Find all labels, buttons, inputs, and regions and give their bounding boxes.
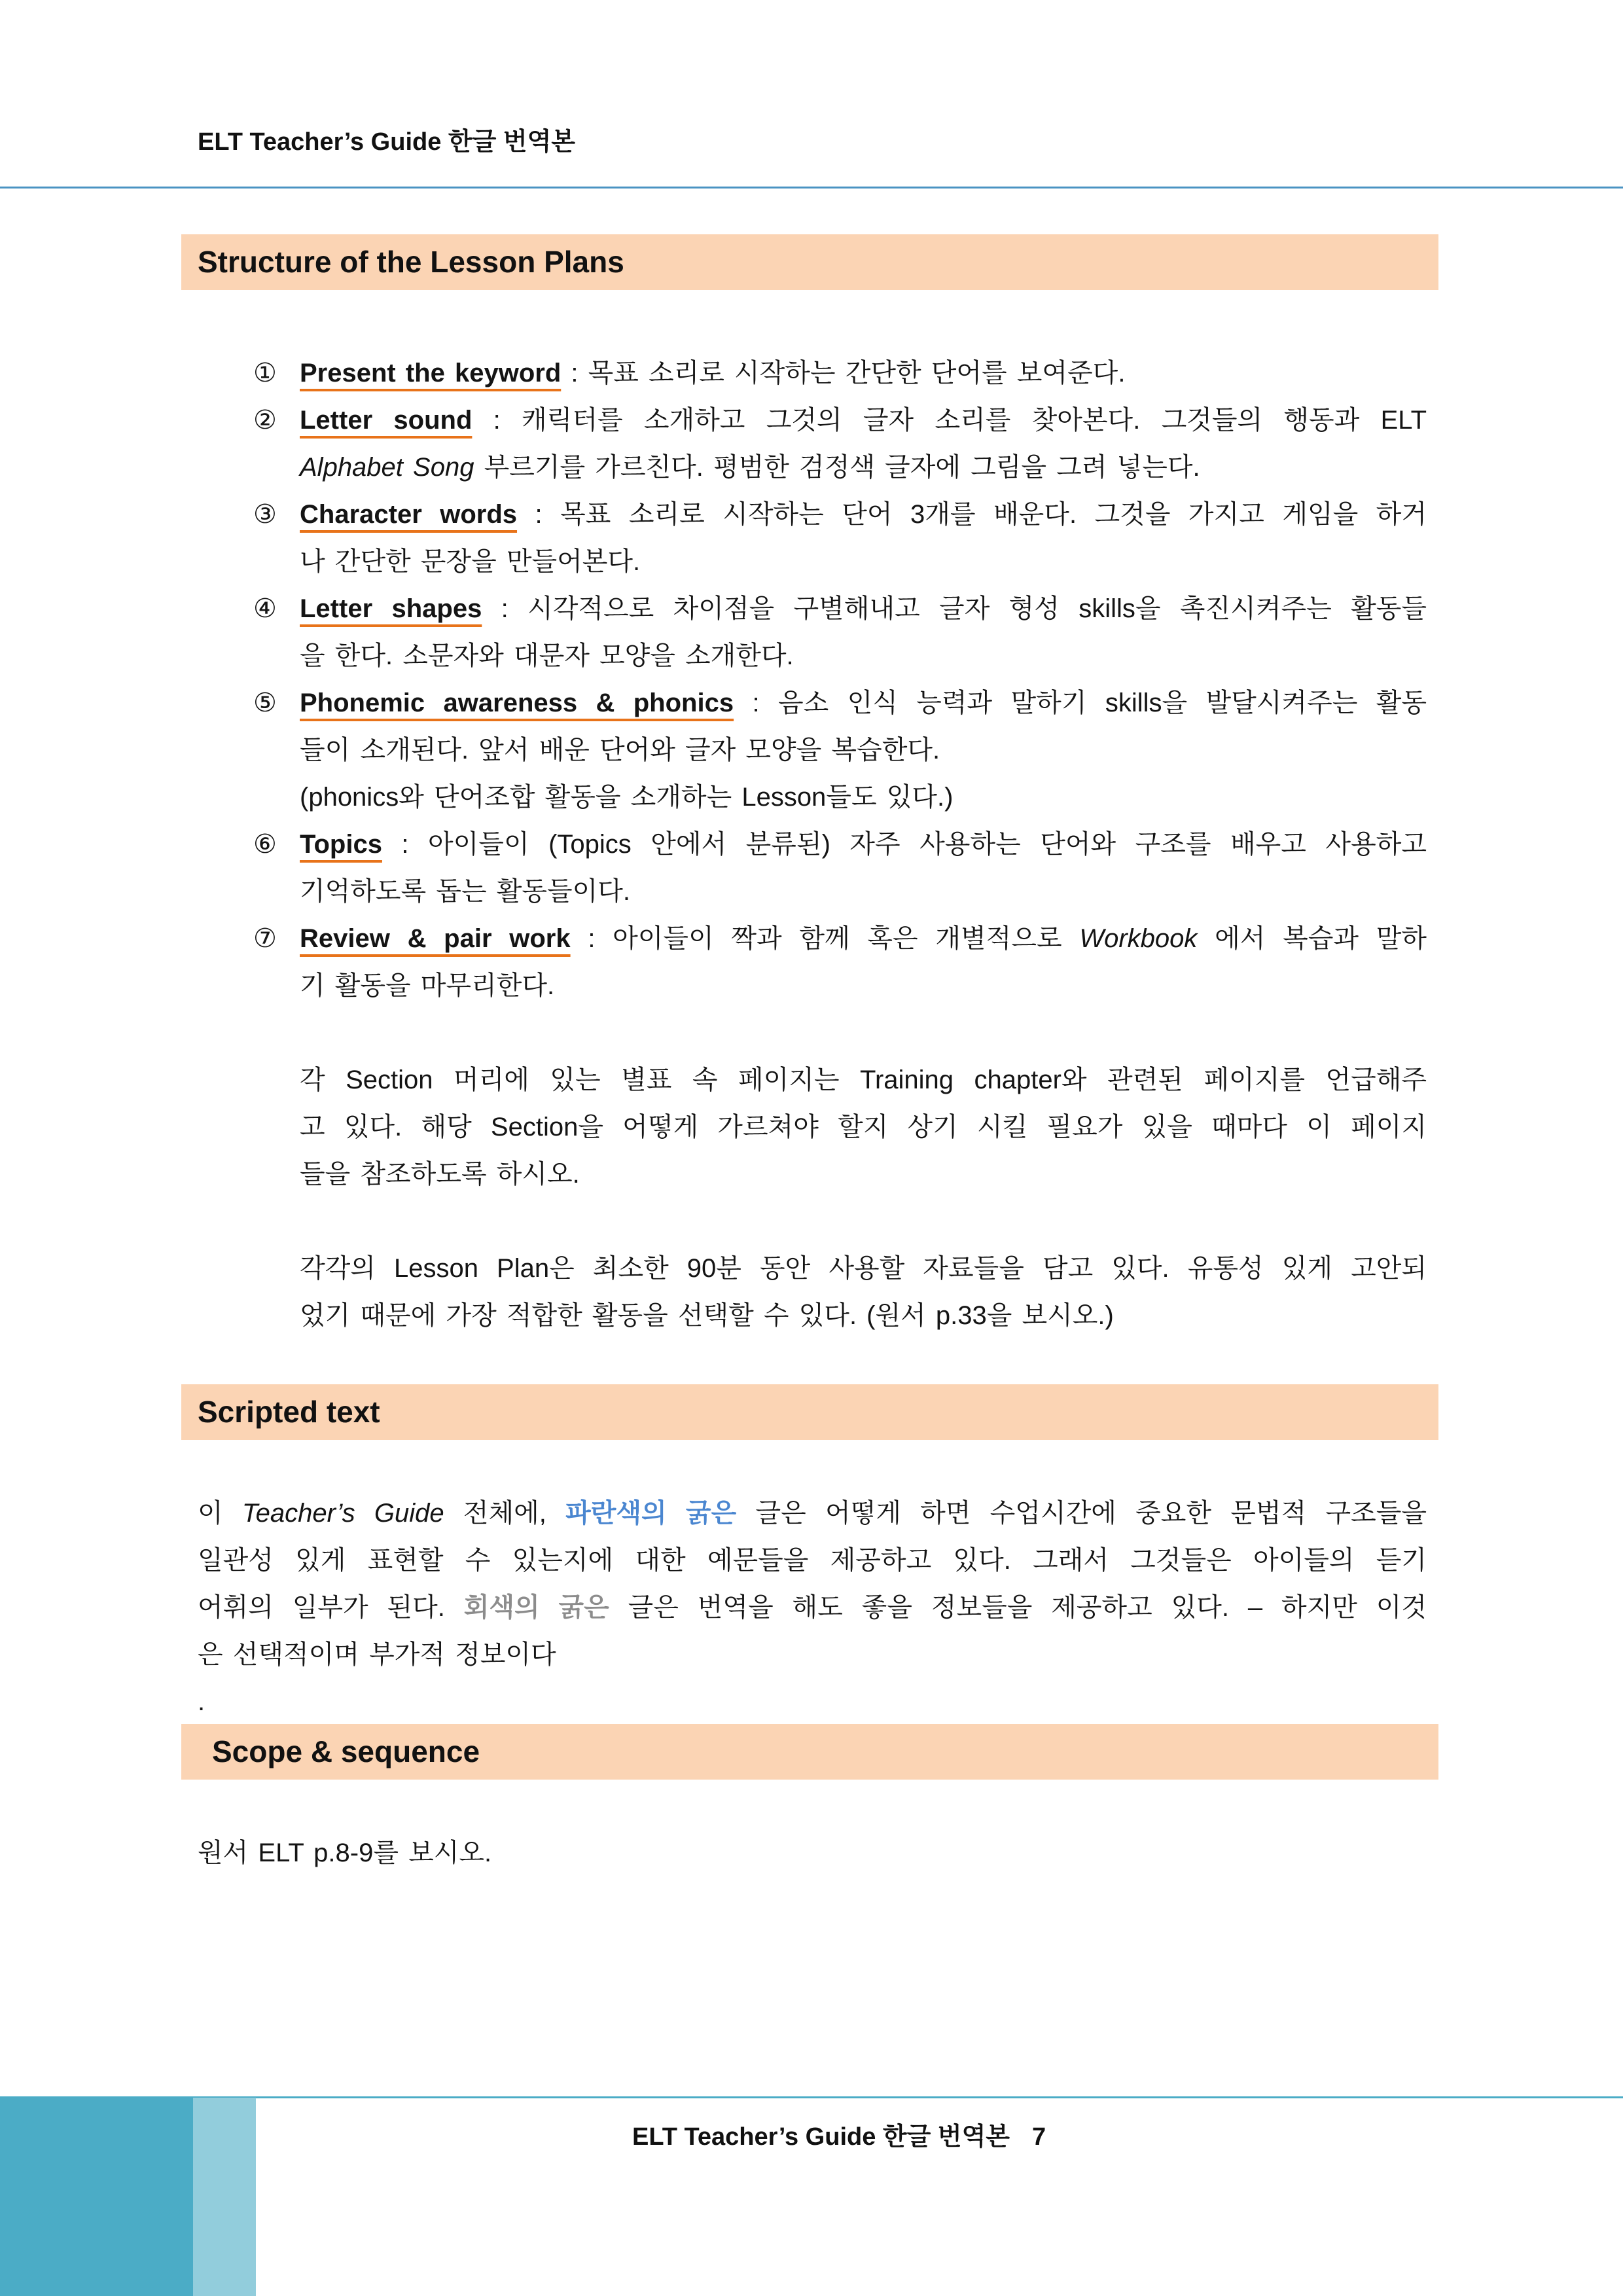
item-text: 기억하도록 돕는 활동들이다. <box>300 877 631 906</box>
paragraph <box>300 1245 1427 1339</box>
paragraph-text: 전체에, <box>444 1499 566 1528</box>
paragraph-line <box>198 1490 1427 1537</box>
list-item <box>253 397 1427 491</box>
header-title: ELT Teacher’s Guide 한글 번역본 <box>198 128 576 156</box>
item-body <box>300 397 1427 491</box>
section-title: Structure of the Lesson Plans <box>198 245 624 279</box>
item-body <box>300 350 1427 397</box>
paragraph-text: 글은 어떻게 하면 수업시간에 중요한 문법적 구조들을 <box>736 1499 1427 1528</box>
paragraph-text: 일관성 있게 표현할 수 있는지에 대한 예문들을 제공하고 있다. 그래서 그것들은 아이들의 듣기 <box>198 1546 1427 1575</box>
item-line <box>300 585 1427 632</box>
item-line <box>300 679 1427 726</box>
item-line <box>300 915 1427 962</box>
item-number: ① <box>253 358 277 388</box>
item-text: : 시각적으로 차이점을 구별해내고 글자 형성 skills을 촉진시켜주는 활동들 <box>482 594 1427 623</box>
paragraph <box>198 1490 1427 1725</box>
paragraph-text: 이 <box>198 1499 242 1528</box>
paragraph-line: 각각의 Lesson Plan은 최소한 90분 동안 사용할 자료들을 담고 있다. 유통성 있게 고안되 <box>300 1254 1427 1283</box>
item-line <box>300 821 1427 868</box>
section-bar-structure <box>181 234 1438 290</box>
item-text: 을 한다. 소문자와 대문자 모양을 소개한다. <box>300 641 794 670</box>
italic-title: Alphabet Song <box>300 453 474 482</box>
paragraph-text: 어휘의 일부가 된다. <box>198 1593 464 1622</box>
item-text: : 아이들이 짝과 함께 혹은 개별적으로 <box>570 924 1080 953</box>
paragraph-line <box>198 1678 1427 1725</box>
item-keyword: Phonemic awareness & phonics <box>300 689 734 717</box>
item-number: ② <box>253 405 277 435</box>
section-title: Scripted text <box>198 1395 380 1429</box>
paragraph-line <box>198 1537 1427 1584</box>
footer-title: ELT Teacher’s Guide 한글 번역본 <box>632 2123 1010 2151</box>
paragraph-line: 들을 참조하도록 하시오. <box>300 1160 580 1189</box>
item-text: : 아이들이 (Topics 안에서 분류된) 자주 사용하는 단어와 구조를 배우고 사용하고 <box>382 830 1427 859</box>
blue-bold-text: 파란색의 굵은 <box>565 1499 737 1528</box>
item-line <box>300 962 1427 1009</box>
header-rule <box>0 187 1623 188</box>
item-text: : 캐릭터를 소개하고 그것의 글자 소리를 찾아본다. 그것들의 행동과 ELT <box>472 406 1427 435</box>
item-body <box>300 585 1427 679</box>
paragraph-line: 각 Section 머리에 있는 별표 속 페이지는 Training chapter와 관련된 페이지를 언급해주 <box>300 1066 1427 1094</box>
paragraph-text: 은 선택적이며 부가적 정보이다 <box>198 1640 556 1669</box>
item-keyword: Character words <box>300 500 518 529</box>
item-line <box>300 726 1427 774</box>
item-line <box>300 350 1427 397</box>
item-keyword: Review & pair work <box>300 924 571 953</box>
lesson-plan-list <box>253 350 1427 1009</box>
item-line <box>300 774 1427 821</box>
item-keyword: Present the keyword <box>300 359 562 387</box>
item-note: (phonics와 단어조합 활동을 소개하는 Lesson들도 있다.) <box>300 783 954 812</box>
paragraph-line <box>198 1631 1427 1678</box>
list-item <box>253 585 1427 679</box>
paragraph-line: 고 있다. 해당 Section을 어떻게 가르쳐야 할지 상기 시킬 필요가 있을 때마다 이 페이지 <box>300 1113 1427 1141</box>
section-title: Scope & sequence <box>212 1734 480 1768</box>
list-item <box>253 491 1427 585</box>
paragraph-text: 글은 번역을 해도 좋을 정보들을 제공하고 있다. – 하지만 이것 <box>609 1593 1427 1622</box>
list-item <box>253 821 1427 915</box>
paragraph-line <box>198 1584 1427 1631</box>
item-keyword: Letter sound <box>300 406 473 435</box>
list-item <box>253 350 1427 397</box>
italic-title: Teacher’s Guide <box>241 1499 444 1528</box>
section-bar-scripted <box>181 1384 1438 1440</box>
item-text: : 목표 소리로 시작하는 간단한 단어를 보여준다. <box>561 359 1126 387</box>
item-keyword: Letter shapes <box>300 594 482 623</box>
item-line <box>300 868 1427 915</box>
item-text: 에서 복습과 말하 <box>1197 924 1427 953</box>
page-number: 7 <box>1032 2123 1046 2151</box>
footer <box>632 2119 1046 2155</box>
item-text: 부르기를 가르친다. 평범한 검정색 글자에 그림을 그려 넣는다. <box>474 453 1200 482</box>
item-number: ⑥ <box>253 829 277 859</box>
item-number: ③ <box>253 499 277 529</box>
paragraph <box>300 1056 1427 1198</box>
paragraph-line: 원서 ELT p.8-9를 보시오. <box>198 1839 492 1867</box>
item-text: 기 활동을 마무리한다. <box>300 971 555 1000</box>
item-number: ④ <box>253 594 277 624</box>
item-number: ⑤ <box>253 688 277 718</box>
item-text: : 목표 소리로 시작하는 단어 3개를 배운다. 그것을 가지고 게임을 하거 <box>517 500 1427 529</box>
grey-bold-text: 회색의 굵은 <box>463 1593 609 1622</box>
list-item <box>253 679 1427 821</box>
list-item <box>253 915 1427 1009</box>
item-keyword: Topics <box>300 830 382 859</box>
item-line <box>300 538 1427 585</box>
item-line <box>300 444 1427 491</box>
paragraph <box>198 1829 1427 1876</box>
item-line <box>300 397 1427 444</box>
item-number: ⑦ <box>253 924 277 954</box>
italic-title: Workbook <box>1079 924 1198 953</box>
item-body <box>300 491 1427 585</box>
item-text: 들이 소개된다. 앞서 배운 단어와 글자 모양을 복습한다. <box>300 736 940 764</box>
item-body <box>300 915 1427 1009</box>
item-body <box>300 821 1427 915</box>
item-text: 나 간단한 문장을 만들어본다. <box>300 547 641 576</box>
footer-accent-light <box>193 2098 256 2296</box>
item-text: : 음소 인식 능력과 말하기 skills을 발달시켜주는 활동 <box>734 689 1427 717</box>
paragraph-line: 었기 때문에 가장 적합한 활동을 선택할 수 있다. (원서 p.33을 보시오.) <box>300 1301 1114 1330</box>
item-body <box>300 679 1427 821</box>
footer-accent-dark <box>0 2098 193 2296</box>
item-line <box>300 632 1427 679</box>
paragraph-text: . <box>198 1687 205 1716</box>
item-line <box>300 491 1427 538</box>
section-bar-scope <box>181 1724 1438 1780</box>
